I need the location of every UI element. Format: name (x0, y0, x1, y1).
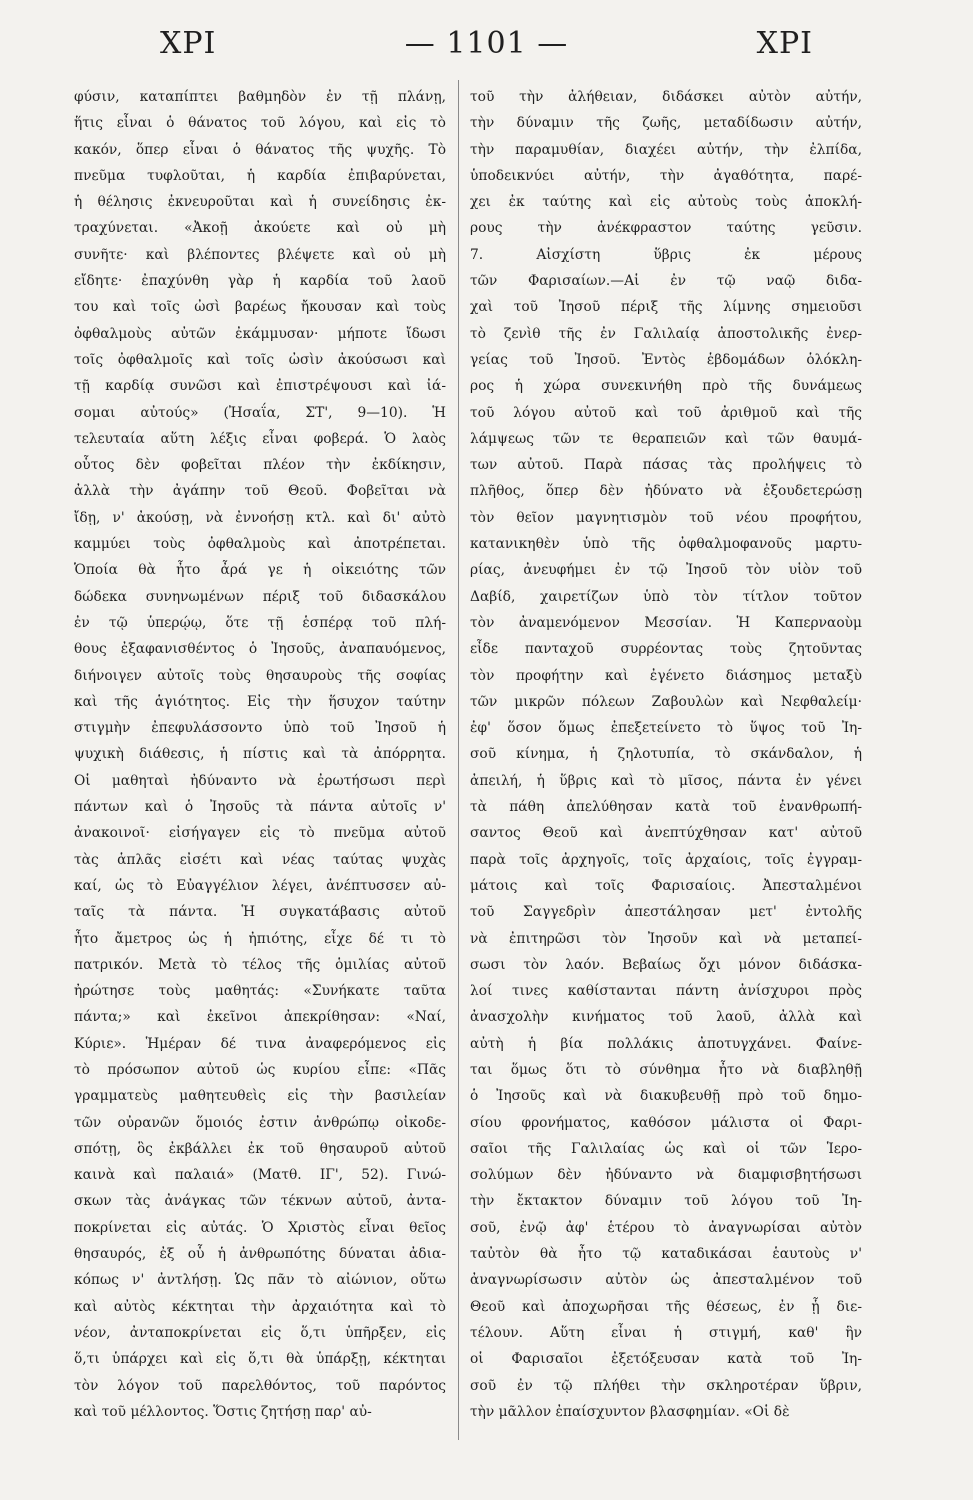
text-line: λάμψεως τῶν τε θεραπειῶν καὶ τῶν θαυμά- (470, 430, 862, 447)
text-line: καὶ αὐτὸς κέκτηται τὴν ἀρχαιότητα καὶ τὸ (74, 1298, 446, 1315)
text-line: ρίας, ἀνευφήμει ἐν τῷ Ἰησοῦ τὸν υἱὸν τοῦ (470, 562, 862, 579)
text-line: ὀφθαλμοὺς αὐτῶν ἐκάμμυσαν· μήποτε ἴδωσι (74, 325, 446, 342)
text-line: θησαυρός, ἐξ οὗ ἡ ἀνθρωπότης δύναται ἀδια- (74, 1246, 446, 1263)
text-line: ἀλλὰ τὴν ἀγάπην τοῦ Θεοῦ. Φοβεῖται νὰ (74, 483, 446, 500)
text-line: ρους τὴν ἀνέκφραστον ταύτης γεῦσιν. (470, 220, 862, 237)
text-line: τελευταία αὕτη λέξις εἶναι φοβερά. Ὁ λαὸς (74, 430, 446, 447)
text-line: τῶν Φαρισαίων.—Αἱ ἐν τῷ ναῷ διδα- (470, 273, 862, 290)
text-line: ἐν τῷ ὑπερῴῳ, ὅτε τῇ ἑσπέρᾳ τοῦ πλή- (74, 614, 446, 631)
text-line: τοῦ τὴν ἀλήθειαν, διδάσκει αὐτὸν αὐτήν, (470, 89, 862, 105)
text-line: καμμύει τοὺς ὀφθαλμοὺς καὶ ἀποτρέπεται. (74, 536, 446, 553)
text-line: 7. Αἰσχίστη ὕβρις ἐκ μέρους (470, 246, 862, 263)
text-line: ἀνασχολὴν κινήματος τοῦ λαοῦ, ἀλλὰ καὶ (470, 1009, 862, 1026)
text-line: συνῆτε· καὶ βλέποντες βλέψετε καὶ οὐ μὴ (74, 246, 446, 263)
text-line: ὁ Ἰησοῦς καὶ νὰ διακυβευθῇ πρὸ τοῦ δημο- (470, 1088, 862, 1105)
text-line: ἡ θέλησις ἐκνευροῦται καὶ ἡ συνείδησις ἐκ- (74, 194, 446, 211)
text-line: ρος ἡ χώρα συνεκινήθη πρὸ τῆς δυνάμεως (470, 378, 862, 395)
column-divider (458, 80, 459, 1440)
text-line: σκων τὰς ἀνάγκας τῶν τέκνων αὐτοῦ, ἀντα- (74, 1193, 446, 1210)
text-line: Θεοῦ καὶ ἀποχωρῆσαι τῆς θέσεως, ἐν ᾗ διε- (470, 1298, 862, 1315)
text-line: σομαι αὐτούς» (Ἠσαΐα, ΣΤ', 9—10). Ἡ (74, 404, 446, 421)
text-line: κακόν, ὅπερ εἶναι ὁ θάνατος τῆς ψυχῆς. Τὸ (74, 141, 446, 158)
text-line: τὸν θεῖον μαγνητισμὸν τοῦ νέου προφήτου, (470, 509, 862, 526)
text-line: σολύμων δὲν ἠδύναντο νὰ διαμφισβητήσωσι (470, 1167, 862, 1184)
text-line: καὶ τῆς ἁγιότητος. Εἰς τὴν ἥσυχον ταύτην (74, 693, 446, 710)
text-line: τὴν ἔκτακτον δύναμιν τοῦ λόγου τοῦ Ἰη- (470, 1193, 862, 1210)
text-line: ἦτο ἄμετρος ὡς ἡ ἠπιότης, εἶχε δέ τι τὸ (74, 930, 446, 947)
text-line: σοῦ ἐν τῷ πλήθει τὴν σκληροτέραν ὕβριν, (470, 1377, 862, 1394)
text-line: εἴδητε· ἐπαχύνθη γὰρ ἡ καρδία τοῦ λαοῦ (74, 273, 446, 290)
text-line: ταὐτὸν θὰ ἦτο τῷ καταδικάσαι ἑαυτοὺς ν' (470, 1246, 862, 1263)
text-line: τὴν παραμυθίαν, διαχέει αὐτήν, τὴν ἐλπίδα, (470, 141, 862, 158)
text-line: αὐτὴ ἡ βία πολλάκις ἀποτυγχάνει. Φαίνε- (470, 1035, 862, 1052)
left-column (74, 84, 446, 1425)
text-line: σίου φρονήματος, καθόσον μάλιστα οἱ Φαρι- (470, 1114, 862, 1131)
text-line: οἱ Φαρισαῖοι ἐξετόξευσαν κατὰ τοῦ Ἰη- (470, 1351, 862, 1368)
text-line: τέλουν. Αὕτη εἶναι ἡ στιγμή, καθ' ἣν (470, 1324, 862, 1341)
text-line: Οἱ μαθηταὶ ἠδύναντο νὰ ἐρωτήσωσι περὶ (74, 772, 446, 789)
text-line: σπότῃ, ὃς ἐκβάλλει ἐκ τοῦ θησαυροῦ αὐτοῦ (74, 1140, 446, 1157)
text-line: πνεῦμα τυφλοῦται, ἡ καρδία ἐπιβαρύνεται, (74, 167, 446, 184)
header-right-keyword: XPI (756, 25, 813, 61)
text-line: χαὶ τοῦ Ἰησοῦ πέριξ τῆς λίμνης σημειοῦσι (470, 299, 862, 316)
text-line: φύσιν, καταπίπτει βαθμηδὸν ἐν τῇ πλάνῃ, (74, 89, 446, 105)
text-line: τὸ πρόσωπον αὐτοῦ ὡς κυρίου εἶπε: «Πᾶς (74, 1061, 446, 1078)
text-line: τῶν μικρῶν πόλεων Ζαβουλὼν καὶ Νεφθαλείμ· (470, 693, 862, 710)
text-line: τῶν οὐρανῶν ὅμοιός ἐστιν ἀνθρώπῳ οἰκοδε- (74, 1114, 446, 1131)
page-header (60, 18, 913, 68)
text-line: εἶδε πανταχοῦ συρρέοντας τοὺς ζητοῦντας (470, 641, 862, 658)
text-line: μάτοις καὶ τοῖς Φαρισαίοις. Ἀπεσταλμένοι (470, 877, 862, 894)
text-line: λοί τινες καθίστανται πάντη ἀνίσχυροι πρὸς (470, 983, 862, 1000)
text-line: παρὰ τοῖς ἀρχηγοῖς, τοῖς ἀρχαίοις, τοῖς ἐγγραμ- (470, 851, 862, 868)
text-line: ὅ,τι ὑπάρχει καὶ εἰς ὅ,τι θὰ ὑπάρξῃ, κέκτηται (74, 1351, 446, 1368)
page-number: — 1101 — (404, 25, 569, 61)
text-line: νὰ ἐπιτηρῶσι τὸν Ἰησοῦν καὶ νὰ μεταπεί- (470, 930, 862, 947)
text-line: τοῦ λόγου αὐτοῦ καὶ τοῦ ἀριθμοῦ καὶ τῆς (470, 404, 862, 421)
text-line: ποκρίνεται εἰς αὐτάς. Ὁ Χριστὸς εἶναι θεῖος (74, 1219, 446, 1236)
text-line: σοῦ κίνημα, ἡ ζηλοτυπία, τὸ σκάνδαλον, ἡ (470, 746, 862, 763)
text-line: δώδεκα συνηνωμένων πέριξ τοῦ διδασκάλου (74, 588, 446, 605)
text-line: τὸν προφήτην καὶ ἐγένετο διάσημος μεταξὺ (470, 667, 862, 684)
text-line: ἀνακοινοῖ· εἰσήγαγεν εἰς τὸ πνεῦμα αὐτοῦ (74, 825, 446, 842)
text-line: τοῖς ὀφθαλμοῖς καὶ τοῖς ὠσὶν ἀκούσωσι καὶ (74, 351, 446, 368)
text-line: κατανικηθὲν ὑπὸ τῆς ὀφθαλμοφανοῦς μαρτυ- (470, 536, 862, 553)
text-line: θους ἐξαφανισθέντος ὁ Ἰησοῦς, ἀναπαυόμενος, (74, 641, 446, 658)
text-line: πλῆθος, ὅπερ δὲν ἠδύνατο νὰ ἐξουδετερώσῃ (470, 483, 862, 500)
text-line: ψυχικὴ διάθεσις, ἡ πίστις καὶ τὰ ἀπόρρητα. (74, 746, 446, 763)
text-line: τὴν μᾶλλον ἐπαίσχυντον βλασφημίαν. «Οἱ δὲ (470, 1403, 790, 1420)
text-line: χει ἐκ ταύτης καὶ εἰς αὐτοὺς τοὺς ἀποκλή- (470, 194, 862, 211)
right-column (470, 84, 862, 1425)
text-line: τοῦ Σαγγεδρὶν ἀπεστάλησαν μετ' ἐντολῆς (470, 904, 862, 921)
text-line: σοῦ, ἐνῷ ἀφ' ἑτέρου τὸ ἀναγνωρίσαι αὐτὸν (470, 1219, 862, 1236)
text-line: τραχύνεται. «Ἀκοῇ ἀκούετε καὶ οὐ μὴ (74, 220, 446, 237)
text-line: γείας τοῦ Ἰησοῦ. Ἐντὸς ἑβδομάδων ὁλόκλη- (470, 351, 862, 368)
text-line: πάντων καὶ ὁ Ἰησοῦς τὰ πάντα αὐτοῖς ν' (74, 799, 446, 816)
text-line: ἥτις εἶναι ὁ θάνατος τοῦ λόγου, καὶ εἰς τὸ (74, 115, 446, 132)
text-line: ἀπειλή, ἡ ὕβρις καὶ τὸ μῖσος, πάντα ἐν γένει (470, 772, 862, 789)
text-line: ἴδῃ, ν' ἀκούσῃ, νὰ ἐννοήσῃ κτλ. καὶ δι' αὐτὸ (74, 509, 446, 526)
text-line: τὰ πάθη ἀπελύθησαν κατὰ τοῦ ἐνανθρωπή- (470, 799, 862, 816)
text-line: των αὐτοῦ. Παρὰ πάσας τὰς προλήψεις τὸ (470, 457, 862, 474)
text-line: γραμματεὺς μαθητευθεὶς εἰς τὴν βασιλείαν (74, 1088, 446, 1105)
text-line: νέον, ἀνταποκρίνεται εἰς ὅ,τι ὑπῆρξεν, εἰς (74, 1324, 446, 1341)
text-line: κόπως ν' ἀντλήσῃ. Ὡς πᾶν τὸ αἰώνιον, οὕτω (74, 1272, 446, 1289)
text-line: Δαβίδ, χαιρετίζων ὑπὸ τὸν τίτλον τοῦτον (470, 588, 862, 605)
text-line: Ὁποία θὰ ἦτο ἆρά γε ἡ οἰκειότης τῶν (74, 562, 446, 579)
text-line: τῇ καρδίᾳ συνῶσι καὶ ἐπιστρέψουσι καὶ ἰά- (74, 378, 446, 395)
text-line: σαῖοι τῆς Γαλιλαίας ὡς καὶ οἱ τῶν Ἱερο- (470, 1140, 862, 1157)
text-line: τὰς ἁπλᾶς εἰσέτι καὶ νέας ταύτας ψυχὰς (74, 851, 446, 868)
text-line: ται ὅμως ὅτι τὸ σύνθημα ἦτο νὰ διαβληθῇ (470, 1061, 862, 1078)
text-line: ἐφ' ὅσον ὅμως ἐπεξετείνετο τὸ ὕψος τοῦ Ἰη- (470, 720, 862, 737)
text-line: τὸν ἀναμενόμενον Μεσσίαν. Ἡ Καπερναοὺμ (470, 614, 862, 631)
text-line: καινὰ καὶ παλαιά» (Ματθ. ΙΓ', 52). Γινώ- (74, 1167, 446, 1184)
text-line: τὸν λόγον τοῦ παρελθόντος, τοῦ παρόντος (74, 1377, 446, 1394)
text-line: οὗτος δὲν φοβεῖται πλέον τὴν ἐκδίκησιν, (74, 457, 446, 474)
text-line: στιγμὴν ἐπεφυλάσσοντο ὑπὸ τοῦ Ἰησοῦ ἡ (74, 720, 446, 737)
text-line: καὶ τοῦ μέλλοντος. Ὅστις ζητήσῃ παρ' αὐ- (74, 1403, 372, 1420)
text-line: ὑποδεικνύει αὐτήν, τὴν ἀγαθότητα, παρέ- (470, 167, 862, 184)
text-line: Κύριε». Ἡμέραν δέ τινα ἀναφερόμενος εἰς (74, 1035, 446, 1052)
text-line: ταῖς τὰ πάντα. Ἡ συγκατάβασις αὐτοῦ (74, 904, 446, 921)
text-line: τὴν δύναμιν τῆς ζωῆς, μεταδίδωσιν αὐτήν, (470, 115, 862, 132)
text-line: καί, ὡς τὸ Εὐαγγέλιον λέγει, ἀνέπτυσσεν αὐ- (74, 877, 446, 894)
text-line: διήνοιγεν αὐτοῖς τοὺς θησαυροὺς τῆς σοφίας (74, 667, 446, 684)
text-line: τὸ ζενὶθ τῆς ἐν Γαλιλαίᾳ ἀποστολικῆς ἐνερ- (470, 325, 862, 342)
text-line: του καὶ τοῖς ὠσὶ βαρέως ἤκουσαν καὶ τοὺς (74, 299, 446, 316)
text-line: ἠρώτησε τοὺς μαθητάς: «Συνήκατε ταῦτα (74, 983, 446, 1000)
text-line: πατρικόν. Μετὰ τὸ τέλος τῆς ὁμιλίας αὐτοῦ (74, 956, 446, 973)
text-line: σωσι τὸν λαόν. Βεβαίως ὄχι μόνον διδάσκα- (470, 956, 862, 973)
text-line: πάντα;» καὶ ἐκεῖνοι ἀπεκρίθησαν: «Ναί, (74, 1009, 446, 1026)
text-line: ἀναγνωρίσωσιν αὐτὸν ὡς ἀπεσταλμένον τοῦ (470, 1272, 862, 1289)
text-line: σαντος Θεοῦ καὶ ἀνεπτύχθησαν κατ' αὐτοῦ (470, 825, 862, 842)
header-left-keyword: XPI (160, 25, 217, 61)
